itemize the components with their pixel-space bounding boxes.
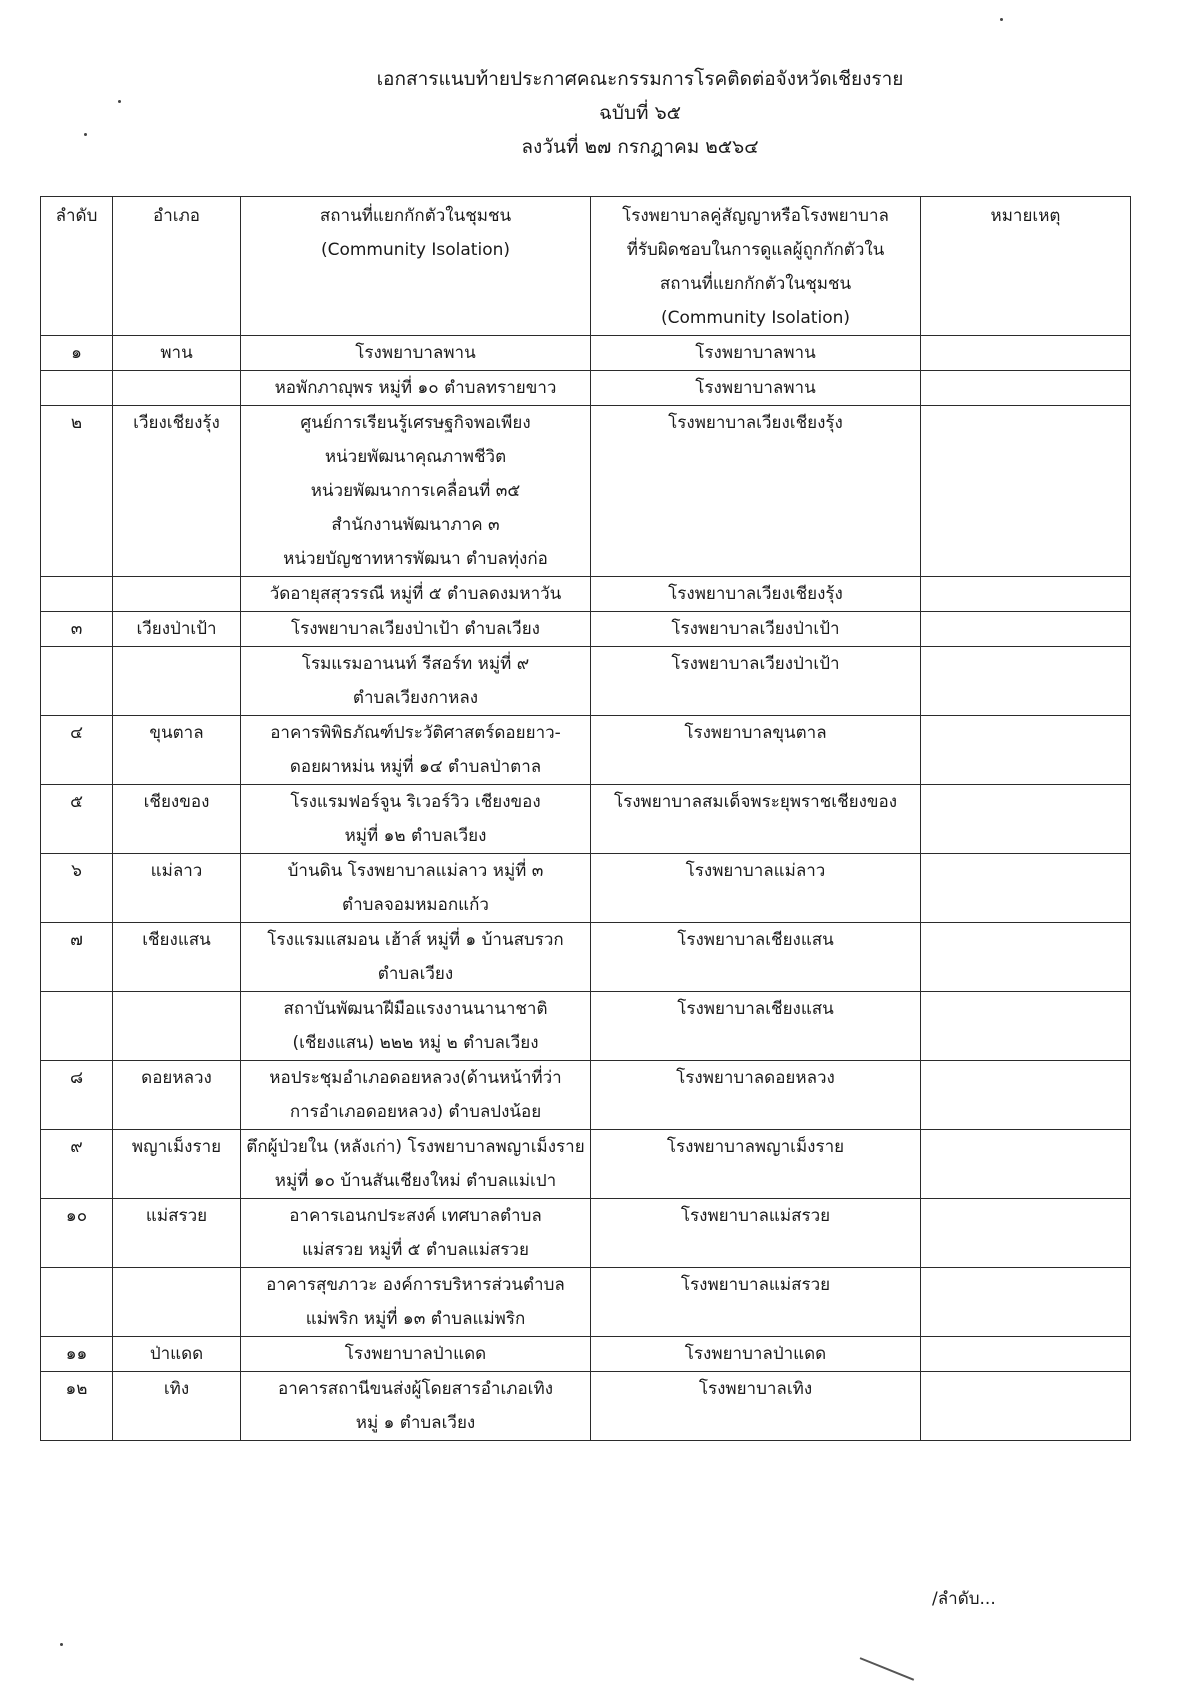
header-site (241, 197, 591, 336)
header-remark: หมายเหตุ (921, 197, 1131, 336)
cell-district (113, 371, 241, 406)
table-row (41, 1061, 1131, 1130)
header-site-line: (Community Isolation) (320, 240, 511, 260)
cell-district (113, 577, 241, 612)
cell-hospital: โรงพยาบาลแม่ลาว (591, 854, 921, 923)
cell-site-line: โรมแรมอานนท์ รีสอร์ท หมู่ที่ ๙ (301, 654, 530, 674)
cell-district: ดอยหลวง (113, 1061, 241, 1130)
cell-site-line: โรงพยาบาลเวียงป่าเป้า ตำบลเวียง (291, 619, 540, 639)
cell-hospital: โรงพยาบาลพาน (591, 336, 921, 371)
cell-no: ๗ (41, 923, 113, 992)
cell-no: ๓ (41, 612, 113, 647)
table-row (41, 647, 1131, 716)
cell-no: ๙ (41, 1130, 113, 1199)
header-hospital-line: สถานที่แยกกักตัวในชุมชน (659, 274, 852, 294)
pen-stroke (860, 1657, 914, 1680)
cell-hospital: โรงพยาบาลแม่สรวย (591, 1268, 921, 1337)
cell-site (241, 854, 591, 923)
cell-site-line: แม่พริก หมู่ที่ ๑๓ ตำบลแม่พริก (305, 1309, 526, 1329)
table-row (41, 785, 1131, 854)
cell-site-line: ตำบลเวียงกาหลง (352, 688, 479, 708)
cell-hospital: โรงพยาบาลเวียงเชียงรุ้ง (591, 406, 921, 577)
cell-hospital: โรงพยาบาลเชียงแสน (591, 992, 921, 1061)
cell-no (41, 1268, 113, 1337)
cell-site-line: สถาบันพัฒนาฝีมือแรงงานนานาชาติ (283, 999, 548, 1019)
cell-remark (921, 1337, 1131, 1372)
cell-site-line: การอำเภอดอยหลวง) ตำบลปงน้อย (289, 1102, 542, 1122)
cell-site-line: อาคารเอนกประสงค์ เทศบาลตำบล (289, 1206, 542, 1226)
cell-site (241, 647, 591, 716)
table-body (41, 336, 1131, 1441)
page-continuation: /ลำดับ... (932, 1589, 996, 1609)
cell-site (241, 371, 591, 406)
cell-no (41, 371, 113, 406)
cell-site-line: ตำบลเวียง (377, 964, 454, 984)
header-hospital-line: โรงพยาบาลคู่สัญญาหรือโรงพยาบาล (622, 206, 889, 226)
scan-speck (118, 100, 121, 103)
cell-remark (921, 577, 1131, 612)
table-row (41, 406, 1131, 577)
cell-site-line: หอประชุมอำเภอดอยหลวง(ด้านหน้าที่ว่า (269, 1068, 562, 1088)
cell-site (241, 923, 591, 992)
cell-no: ๑๑ (41, 1337, 113, 1372)
header-hospital (591, 197, 921, 336)
table-header-row (41, 197, 1131, 336)
table-row (41, 577, 1131, 612)
cell-site (241, 1130, 591, 1199)
table-row (41, 1268, 1131, 1337)
document-title: เอกสารแนบท้ายประกาศคณะกรรมการโรคติดต่อจังหวัดเชียงราย (376, 68, 904, 90)
cell-district: ป่าแดด (113, 1337, 241, 1372)
cell-site (241, 577, 591, 612)
cell-remark (921, 716, 1131, 785)
cell-remark (921, 1130, 1131, 1199)
header-hospital-line: (Community Isolation) (660, 308, 851, 328)
cell-site-line: อาคารสถานีขนส่งผู้โดยสารอำเภอเทิง (277, 1379, 553, 1399)
cell-district (113, 647, 241, 716)
table-row (41, 612, 1131, 647)
cell-district: พญาเม็งราย (113, 1130, 241, 1199)
cell-district: แม่สรวย (113, 1199, 241, 1268)
cell-site-line: หน่วยพัฒนาคุณภาพชีวิต (324, 447, 507, 467)
cell-district (113, 1268, 241, 1337)
table-row (41, 923, 1131, 992)
cell-district (113, 992, 241, 1061)
document-issue-number: ฉบับที่ ๖๕ (598, 102, 682, 124)
cell-district: แม่ลาว (113, 854, 241, 923)
isolation-sites-table (40, 196, 1131, 1441)
header-site-line: สถานที่แยกกักตัวในชุมชน (319, 206, 512, 226)
cell-remark (921, 612, 1131, 647)
cell-remark (921, 923, 1131, 992)
cell-no: ๖ (41, 854, 113, 923)
cell-site (241, 1199, 591, 1268)
cell-site-line: แม่สรวย หมู่ที่ ๕ ตำบลแม่สรวย (302, 1240, 529, 1260)
cell-district: เชียงของ (113, 785, 241, 854)
cell-site-line: โรงพยาบาลพาน (355, 343, 476, 363)
cell-site (241, 612, 591, 647)
cell-no: ๔ (41, 716, 113, 785)
cell-remark (921, 1372, 1131, 1441)
table-row (41, 1337, 1131, 1372)
cell-hospital: โรงพยาบาลแม่สรวย (591, 1199, 921, 1268)
cell-site-line: หน่วยพัฒนาการเคลื่อนที่ ๓๕ (310, 481, 521, 501)
cell-site (241, 336, 591, 371)
cell-site-line: โรงแรมฟอร์จูน ริเวอร์วิว เชียงของ (290, 792, 541, 812)
cell-district: เทิง (113, 1372, 241, 1441)
cell-no: ๘ (41, 1061, 113, 1130)
table-row (41, 1372, 1131, 1441)
cell-no: ๒ (41, 406, 113, 577)
cell-remark (921, 854, 1131, 923)
cell-remark (921, 406, 1131, 577)
table-row (41, 336, 1131, 371)
cell-hospital: โรงพยาบาลป่าแดด (591, 1337, 921, 1372)
cell-hospital: โรงพยาบาลสมเด็จพระยุพราชเชียงของ (591, 785, 921, 854)
table-row (41, 716, 1131, 785)
cell-site-line: อาคารสุขภาวะ องค์การบริหารส่วนตำบล (266, 1275, 565, 1295)
cell-site-line: อาคารพิพิธภัณฑ์ประวัติศาสตร์ดอยยาว- (270, 723, 561, 743)
scan-speck (84, 133, 87, 136)
table-row (41, 1199, 1131, 1268)
cell-site-line: หมู่ที่ ๑๐ บ้านสันเชียงใหม่ ตำบลแม่เปา (274, 1171, 557, 1191)
cell-remark (921, 647, 1131, 716)
cell-hospital: โรงพยาบาลเวียงป่าเป้า (591, 612, 921, 647)
cell-district: พาน (113, 336, 241, 371)
cell-site (241, 406, 591, 577)
cell-site-line: บ้านดิน โรงพยาบาลแม่ลาว หมู่ที่ ๓ (287, 861, 544, 881)
cell-remark (921, 1061, 1131, 1130)
cell-site-line: (เชียงแสน) ๒๒๒ หมู่ ๒ ตำบลเวียง (292, 1033, 539, 1053)
cell-remark (921, 785, 1131, 854)
cell-site-line: โรงพยาบาลป่าแดด (344, 1344, 487, 1364)
cell-hospital: โรงพยาบาลดอยหลวง (591, 1061, 921, 1130)
cell-no: ๑๒ (41, 1372, 113, 1441)
header-no: ลำดับ (41, 197, 113, 336)
cell-remark (921, 371, 1131, 406)
cell-site-line: หมู่ที่ ๑๒ ตำบลเวียง (344, 826, 487, 846)
cell-site (241, 1061, 591, 1130)
table-row (41, 1130, 1131, 1199)
cell-site (241, 785, 591, 854)
cell-hospital: โรงพยาบาลพญาเม็งราย (591, 1130, 921, 1199)
cell-no (41, 647, 113, 716)
cell-site-line: ดอยผาหม่น หมู่ที่ ๑๔ ตำบลป่าตาล (289, 757, 542, 777)
cell-remark (921, 336, 1131, 371)
cell-no (41, 577, 113, 612)
scan-speck (1000, 18, 1003, 21)
cell-district: เชียงแสน (113, 923, 241, 992)
header-hospital-line: ที่รับผิดชอบในการดูแลผู้ถูกกักตัวใน (626, 240, 885, 260)
cell-site-line: หน่วยบัญชาทหารพัฒนา ตำบลทุ่งก่อ (283, 549, 548, 569)
cell-hospital: โรงพยาบาลขุนตาล (591, 716, 921, 785)
cell-site-line: วัดอายุสสุวรรณี หมู่ที่ ๕ ตำบลดงมหาวัน (269, 584, 562, 604)
document-header (340, 62, 940, 164)
table-row (41, 854, 1131, 923)
cell-hospital: โรงพยาบาลเวียงเชียงรุ้ง (591, 577, 921, 612)
cell-remark (921, 992, 1131, 1061)
cell-hospital: โรงพยาบาลพาน (591, 371, 921, 406)
cell-site-line: สำนักงานพัฒนาภาค ๓ (331, 515, 500, 535)
cell-no: ๑๐ (41, 1199, 113, 1268)
cell-no: ๕ (41, 785, 113, 854)
cell-district: เวียงป่าเป้า (113, 612, 241, 647)
table-row (41, 992, 1131, 1061)
cell-no (41, 992, 113, 1061)
cell-site (241, 992, 591, 1061)
cell-remark (921, 1199, 1131, 1268)
cell-no: ๑ (41, 336, 113, 371)
cell-site (241, 1337, 591, 1372)
cell-site (241, 1372, 591, 1441)
cell-site (241, 716, 591, 785)
cell-site-line: ศูนย์การเรียนรู้เศรษฐกิจพอเพียง (300, 413, 531, 433)
document-date: ลงวันที่ ๒๗ กรกฎาคม ๒๕๖๔ (521, 136, 759, 158)
cell-hospital: โรงพยาบาลเชียงแสน (591, 923, 921, 992)
cell-site-line: โรงแรมแสมอน เฮ้าส์ หมู่ที่ ๑ บ้านสบรวก (267, 930, 564, 950)
cell-district: เวียงเชียงรุ้ง (113, 406, 241, 577)
cell-site-line: หมู่ ๑ ตำบลเวียง (355, 1413, 476, 1433)
header-district: อำเภอ (113, 197, 241, 336)
cell-site (241, 1268, 591, 1337)
cell-site-line: ตำบลจอมหมอกแก้ว (342, 895, 489, 915)
table-row (41, 371, 1131, 406)
cell-hospital: โรงพยาบาลเทิง (591, 1372, 921, 1441)
cell-district: ขุนตาล (113, 716, 241, 785)
cell-hospital: โรงพยาบาลเวียงป่าเป้า (591, 647, 921, 716)
cell-site-line: ตึกผู้ป่วยใน (หลังเก่า) โรงพยาบาลพญาเม็งราย (246, 1137, 585, 1157)
scan-speck (60, 1643, 63, 1646)
cell-remark (921, 1268, 1131, 1337)
cell-site-line: หอพักภาญุพร หมู่ที่ ๑๐ ตำบลทรายขาว (274, 378, 557, 398)
